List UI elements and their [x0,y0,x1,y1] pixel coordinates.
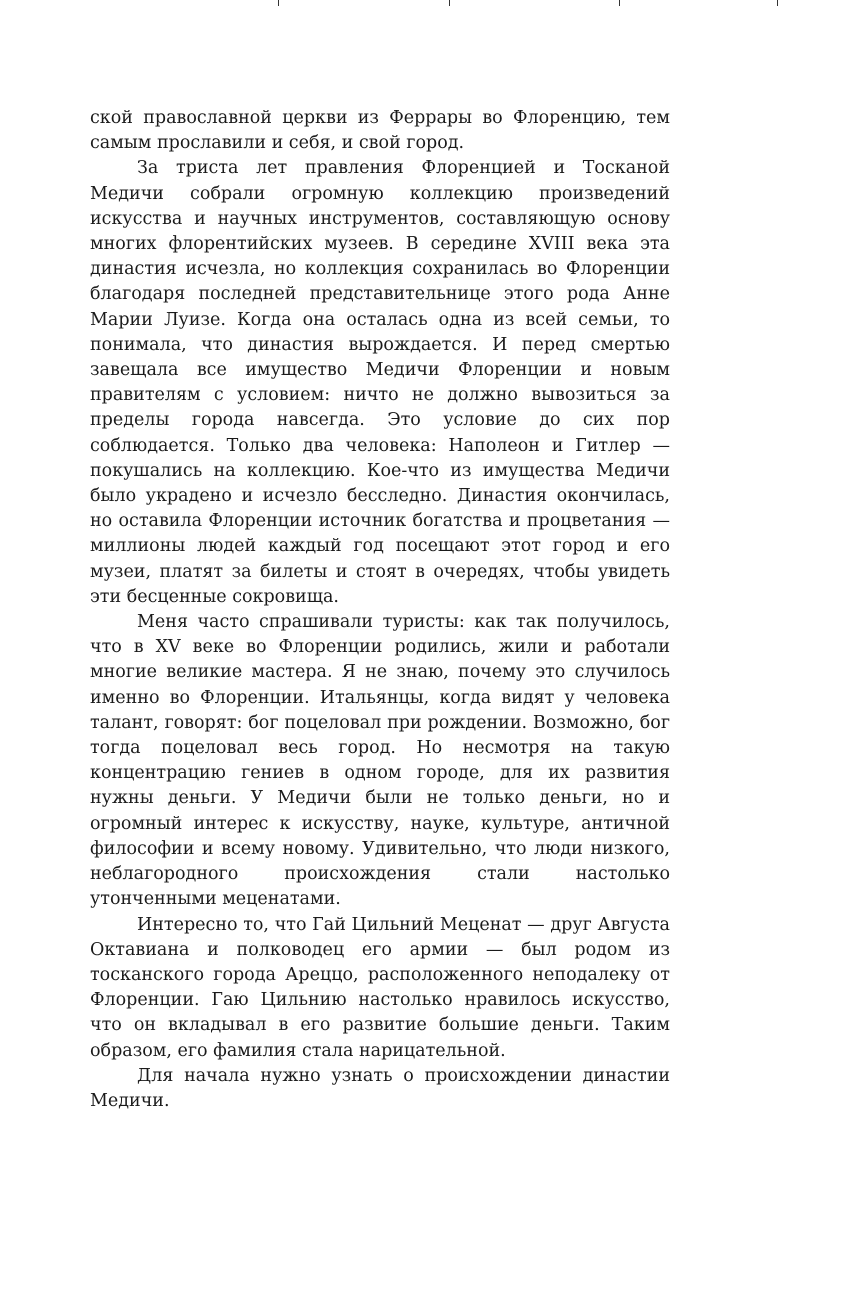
paragraph: Интересно то, что Гай Цильний Меценат — друг Августа Октавиана и полководец его армии — был родом из тосканского города Ареццо, расположенного неподалеку от Флоренции. Гаю Цильнию настолько нравилось искусство, что он вкладывал в его развитие большие деньги. Таким образом, его фамилия стала нарицательной. [90,914,670,1061]
paragraph: За триста лет правления Флоренцией и Тосканой Медичи собрали огромную коллекцию произведений искусства и научных инструментов, составляющую основу многих флорентийских музеев. В середине XVIII века эта династия исчезла, но коллекция сохранилась во Флоренции благодаря последней представительнице этого рода Анне Марии Луизе. Когда она осталась одна из всей семьи, то понимала, что династия вырождается. И перед смертью завещала все имущество Медичи Флоренции и новым правителям с условием: ничто не должно вывозиться за пределы города навсегда. Это условие до сих пор соблюдается. Только два человека: Наполеон и Гитлер — покушались на коллекцию. Кое-что из имущества Медичи было украдено и исчезло бесследно. Династия окончилась, но оставила Флоренции источник богатства и процветания — миллионы людей каждый год посещают этот город и его музеи, платят за билеты и стоят в очередях, чтобы увидеть эти бесценные сокровища. [90,158,670,607]
paragraph: Меня часто спрашивали туристы: как так получилось, что в XV веке во Флоренции родились, жили и работали многие великие мастера. Я не знаю, почему это случилось именно во Флоренции. Итальянцы, когда видят у человека талант, говорят: бог поцеловал при рождении. Возможно, бог тогда поцеловал весь город. Но несмотря на такую концентрацию гениев в одном городе, для их развития нужны деньги. У Медичи были не только деньги, но и огромный интерес к искусству, науке, культуре, античной философии и всему новому. Удивительно, что люди низкого, неблагородного происхождения стали настолько утонченными меценатами. [90,612,670,910]
top-cut-marks [0,0,844,8]
paragraph: Для начала нужно узнать о происхождении династии Медичи. [90,1065,670,1111]
paragraph-continued: ской православной церкви из Феррары во Флоренцию, тем самым прославили и себя, и свой город. [90,108,670,154]
page-body [90,106,670,1114]
